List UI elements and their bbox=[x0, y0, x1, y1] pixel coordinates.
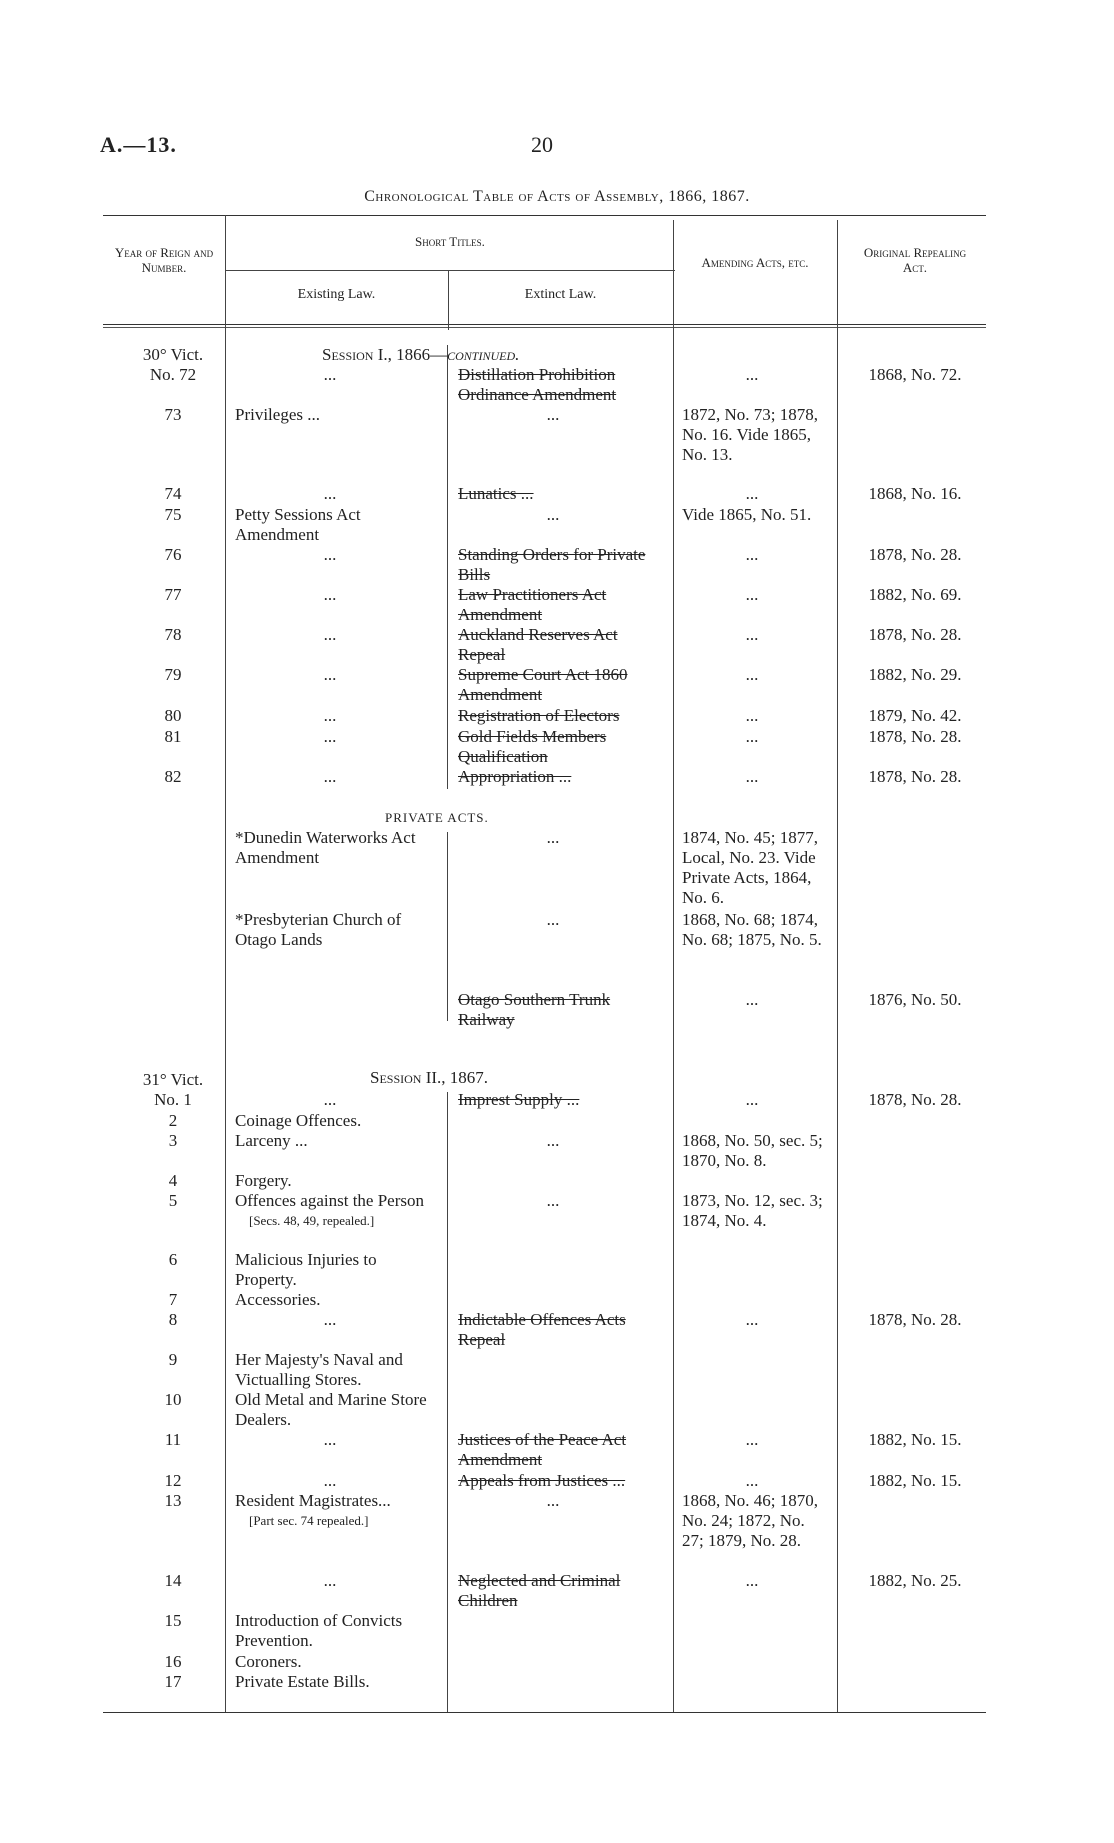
original-repealing-act: 1878, No. 28. bbox=[868, 1310, 962, 1329]
amending-acts: Vide 1865, No. 51. bbox=[682, 505, 812, 524]
existing-law-title: ... bbox=[323, 545, 337, 564]
extinct-law-title: Imprest Supply ... bbox=[458, 1090, 580, 1109]
original-repealing-act: 1882, No. 15. bbox=[868, 1430, 962, 1449]
column-head-amending: Amending Acts, etc. bbox=[701, 255, 809, 270]
column-head-year-reign: Year of Reign and Number. bbox=[114, 245, 214, 275]
amending-acts: ... bbox=[745, 1571, 759, 1590]
act-number: 10 bbox=[164, 1390, 182, 1409]
existing-law-title: Old Metal and Marine Store Dealers. bbox=[235, 1390, 427, 1429]
column-divider-4 bbox=[837, 220, 838, 1712]
act-number: 79 bbox=[164, 665, 182, 684]
amending-acts: 1868, No. 50, sec. 5; 1870, No. 8. bbox=[682, 1131, 823, 1170]
table-head-rule-2 bbox=[103, 327, 986, 328]
act-number: 3 bbox=[168, 1131, 178, 1150]
existing-law-title: Privileges ... bbox=[235, 405, 320, 424]
act-number: 77 bbox=[164, 585, 182, 604]
act-number: 17 bbox=[164, 1672, 182, 1691]
extinct-law-title: ... bbox=[546, 405, 560, 424]
extinct-law-title: ... bbox=[546, 1191, 560, 1210]
table-top-rule bbox=[103, 215, 986, 216]
existing-law-title: ... bbox=[323, 767, 337, 786]
act-number: 8 bbox=[168, 1310, 178, 1329]
act-number: 16 bbox=[164, 1652, 182, 1671]
extinct-law-title: Appropriation ... bbox=[458, 767, 572, 786]
amending-acts: ... bbox=[745, 625, 759, 644]
extinct-law-title: ... bbox=[546, 1491, 560, 1510]
existing-law-title: ... bbox=[323, 706, 337, 725]
private-acts-heading: PRIVATE ACTS. bbox=[385, 810, 489, 825]
act-number: 13 bbox=[164, 1491, 182, 1510]
repeal-note: [Secs. 48, 49, repealed.] bbox=[249, 1213, 375, 1228]
act-number: 74 bbox=[164, 484, 182, 503]
existing-law-title: ... bbox=[323, 1310, 337, 1329]
session-1-heading-text: Session I., 1866— bbox=[322, 345, 448, 364]
repeal-note: [Part sec. 74 repealed.] bbox=[249, 1513, 369, 1528]
existing-law-title: Her Majesty's Naval and Victualling Stores. bbox=[235, 1350, 403, 1389]
amending-acts: ... bbox=[745, 990, 759, 1009]
extinct-law-title: Standing Orders for Private Bills bbox=[458, 545, 646, 584]
extinct-law-title: Gold Fields Members Qualification bbox=[458, 727, 607, 766]
page-title: Chronological Table of Acts of Assembly, 1866, 1867. bbox=[364, 188, 750, 205]
column-divider-2-private bbox=[447, 832, 448, 1021]
existing-law-title: Malicious Injuries to Property. bbox=[235, 1250, 377, 1289]
extinct-law-title: ... bbox=[546, 505, 560, 524]
act-number: 6 bbox=[168, 1250, 178, 1269]
amending-acts: ... bbox=[745, 665, 759, 684]
act-number: 11 bbox=[164, 1430, 182, 1449]
act-number: 81 bbox=[164, 727, 182, 746]
original-repealing-act: 1878, No. 28. bbox=[868, 545, 962, 564]
column-divider-2-session2 bbox=[447, 1092, 448, 1712]
original-repealing-act: 1882, No. 29. bbox=[868, 665, 962, 684]
page-number: 20 bbox=[531, 132, 553, 157]
act-number: 80 bbox=[164, 706, 182, 725]
original-repealing-act: 1882, No. 25. bbox=[868, 1571, 962, 1590]
act-number: 73 bbox=[164, 405, 182, 424]
session-1-heading-italic: continued. bbox=[447, 345, 520, 364]
act-number: 82 bbox=[164, 767, 182, 786]
act-number: 4 bbox=[168, 1171, 178, 1190]
original-repealing-act: 1878, No. 28. bbox=[868, 1090, 962, 1109]
existing-law-title: Larceny ... bbox=[235, 1131, 308, 1150]
act-number: No. 1 bbox=[154, 1090, 192, 1109]
session-2-reign: 31° Vict. bbox=[142, 1070, 204, 1089]
existing-law-title: Private Estate Bills. bbox=[235, 1672, 370, 1691]
amending-acts: ... bbox=[745, 767, 759, 786]
extinct-law-title: ... bbox=[546, 910, 560, 929]
session-2-heading: Session II., 1867. bbox=[370, 1068, 489, 1087]
existing-law-title: Introduction of Convicts Prevention. bbox=[235, 1611, 403, 1650]
existing-law-title: Coroners. bbox=[235, 1652, 302, 1671]
existing-law-title: ... bbox=[323, 365, 337, 384]
existing-law-title: *Dunedin Waterworks Act Amendment bbox=[235, 828, 416, 867]
act-number: 78 bbox=[164, 625, 182, 644]
existing-law-title: ... bbox=[323, 585, 337, 604]
act-number: 14 bbox=[164, 1571, 182, 1590]
act-number: 76 bbox=[164, 545, 182, 564]
extinct-law-title: Lunatics ... bbox=[458, 484, 534, 503]
table-head-rule bbox=[103, 324, 986, 325]
extinct-law-title: Neglected and Criminal Children bbox=[458, 1571, 621, 1610]
existing-law-title: Forgery. bbox=[235, 1171, 292, 1190]
extinct-law-title: Justices of the Peace Act Amendment bbox=[458, 1430, 627, 1469]
document-code: A.—13. bbox=[100, 132, 177, 157]
short-titles-sub-rule bbox=[225, 270, 675, 271]
existing-law-title: Coinage Offences. bbox=[235, 1111, 362, 1130]
amending-acts: 1873, No. 12, sec. 3; 1874, No. 4. bbox=[682, 1191, 823, 1230]
existing-law-title: ... bbox=[323, 665, 337, 684]
act-number: 9 bbox=[168, 1350, 178, 1369]
extinct-law-title: Auckland Reserves Act Repeal bbox=[458, 625, 618, 664]
existing-law-title: ... bbox=[323, 727, 337, 746]
amending-acts: 1874, No. 45; 1877, Local, No. 23. Vide Private Acts, 1864, No. 6. bbox=[682, 828, 818, 907]
amending-acts: ... bbox=[745, 706, 759, 725]
extinct-law-title: Indictable Offences Acts Repeal bbox=[458, 1310, 626, 1349]
act-number: 2 bbox=[168, 1111, 178, 1130]
existing-law-title: *Presbyterian Church of Otago Lands bbox=[235, 910, 402, 949]
act-number: 12 bbox=[164, 1471, 182, 1490]
existing-law-title: ... bbox=[323, 1471, 337, 1490]
existing-law-title: Accessories. bbox=[235, 1290, 321, 1309]
existing-law-title: Petty Sessions Act Amendment bbox=[235, 505, 361, 544]
act-number: No. 72 bbox=[149, 365, 197, 384]
column-head-extinct-law: Extinct Law. bbox=[524, 287, 597, 302]
original-repealing-act: 1868, No. 72. bbox=[868, 365, 962, 384]
amending-acts: ... bbox=[745, 1471, 759, 1490]
existing-law-title: Resident Magistrates... [Part sec. 74 repealed.] bbox=[235, 1491, 440, 1531]
amending-acts: ... bbox=[745, 727, 759, 746]
extinct-law-title: Otago Southern Trunk Railway bbox=[458, 990, 611, 1029]
original-repealing-act: 1876, No. 50. bbox=[868, 990, 962, 1009]
column-divider-3 bbox=[673, 220, 674, 1712]
existing-law-title: ... bbox=[323, 1571, 337, 1590]
extinct-law-title: Distillation Prohibition Ordinance Amendment bbox=[458, 365, 617, 404]
original-repealing-act: 1878, No. 28. bbox=[868, 727, 962, 746]
extinct-law-title: Registration of Electors bbox=[458, 706, 620, 725]
amending-acts: ... bbox=[745, 1430, 759, 1449]
amending-acts: ... bbox=[745, 545, 759, 564]
extinct-law-title: Supreme Court Act 1860 Amendment bbox=[458, 665, 628, 704]
existing-law-title: ... bbox=[323, 625, 337, 644]
amending-acts: 1872, No. 73; 1878, No. 16. Vide 1865, No. 13. bbox=[682, 405, 818, 464]
original-repealing-act: 1882, No. 15. bbox=[868, 1471, 962, 1490]
amending-acts: ... bbox=[745, 1310, 759, 1329]
amending-acts: 1868, No. 68; 1874, No. 68; 1875, No. 5. bbox=[682, 910, 822, 949]
extinct-law-title: Appeals from Justices ... bbox=[458, 1471, 626, 1490]
original-repealing-act: 1878, No. 28. bbox=[868, 625, 962, 644]
extinct-law-title: ... bbox=[546, 828, 560, 847]
original-repealing-act: 1882, No. 69. bbox=[868, 585, 962, 604]
column-head-short-titles: Short Titles. bbox=[415, 234, 485, 249]
existing-law-title: ... bbox=[323, 1430, 337, 1449]
amending-acts: 1868, No. 46; 1870, No. 24; 1872, No. 27; 1879, No. 28. bbox=[682, 1491, 818, 1550]
existing-law-title: ... bbox=[323, 484, 337, 503]
amending-acts: ... bbox=[745, 484, 759, 503]
column-head-existing-law: Existing Law. bbox=[297, 287, 376, 302]
session-1-reign: 30° Vict. bbox=[142, 345, 204, 364]
act-number: 5 bbox=[168, 1191, 178, 1210]
existing-law-title: ... bbox=[323, 1090, 337, 1109]
session-1-heading bbox=[322, 345, 519, 365]
amending-acts: ... bbox=[745, 1090, 759, 1109]
original-repealing-act: 1868, No. 16. bbox=[868, 484, 962, 503]
existing-law-title: Offences against the Person [Secs. 48, 49, repealed.] bbox=[235, 1191, 440, 1231]
column-head-original-repealing: Original Repealing Act. bbox=[863, 245, 967, 275]
original-repealing-act: 1878, No. 28. bbox=[868, 767, 962, 786]
original-repealing-act: 1879, No. 42. bbox=[868, 706, 962, 725]
act-number: 75 bbox=[164, 505, 182, 524]
act-number: 7 bbox=[168, 1290, 178, 1309]
amending-acts: ... bbox=[745, 365, 759, 384]
extinct-law-title: Law Practitioners Act Amendment bbox=[458, 585, 607, 624]
table-bottom-rule bbox=[103, 1712, 986, 1713]
amending-acts: ... bbox=[745, 585, 759, 604]
act-number: 15 bbox=[164, 1611, 182, 1630]
column-divider-2-session1 bbox=[447, 345, 448, 789]
extinct-law-title: ... bbox=[546, 1131, 560, 1150]
